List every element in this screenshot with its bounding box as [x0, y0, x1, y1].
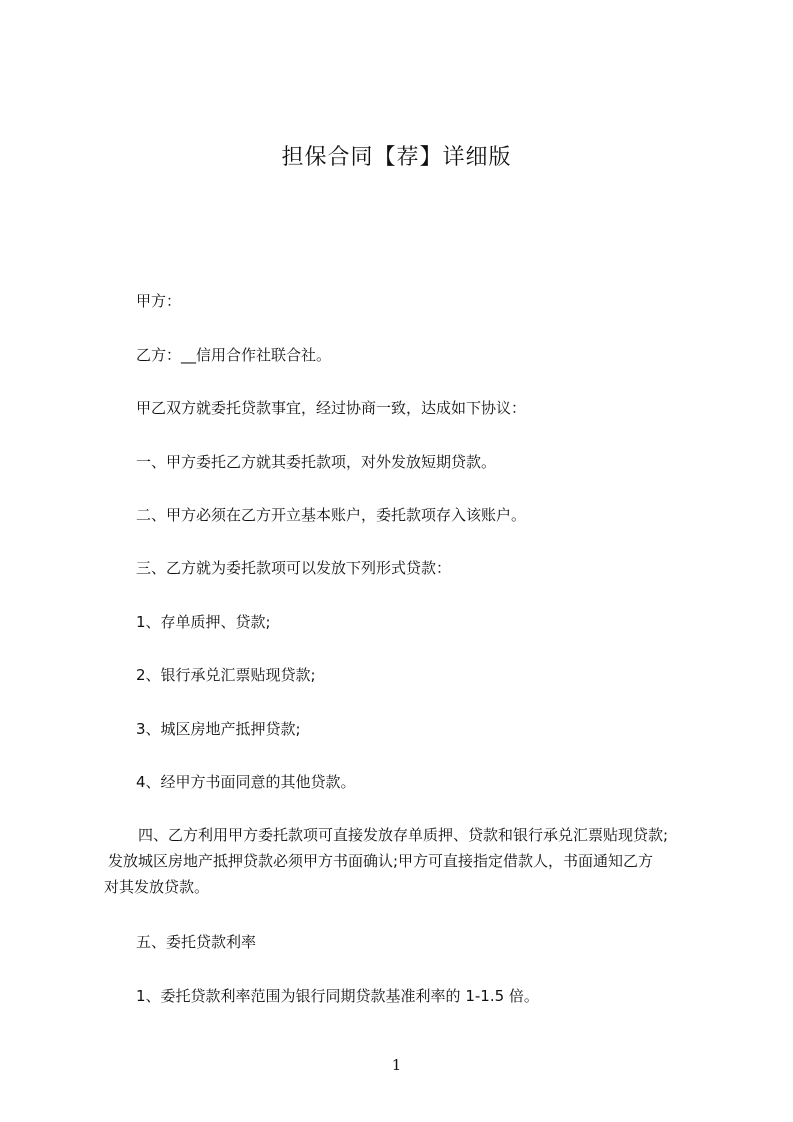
paragraph-clause-one: 一、甲方委托乙方就其委托款项，对外发放短期贷款。: [136, 453, 497, 471]
paragraph-party-a: 甲方：: [136, 292, 182, 310]
paragraph-interest-rate: 1、委托贷款利率范围为银行同期贷款基准利率的 1-1.5 倍。: [136, 987, 539, 1005]
list-item-loan-type-3: 3、城区房地产抵押贷款;: [136, 720, 301, 738]
paragraph-agreement-intro: 甲乙双方就委托贷款事宜，经过协商一致，达成如下协议：: [136, 399, 527, 417]
list-item-loan-type-2: 2、银行承兑汇票贴现贷款;: [136, 666, 316, 684]
paragraph-party-b: 乙方：__信用合作社联合社。: [136, 346, 332, 364]
paragraph-clause-four: [104, 822, 714, 900]
clause-four-line-3: 对其发放贷款。: [104, 878, 210, 896]
paragraph-clause-three: 三、乙方就为委托款项可以发放下列形式贷款：: [136, 559, 452, 577]
page-number: 1: [391, 1056, 402, 1074]
list-item-loan-type-1: 1、存单质押、贷款;: [136, 613, 271, 631]
document-title: 担保合同【荐】详细版: [281, 145, 512, 170]
paragraph-clause-five: 五、委托贷款利率: [136, 933, 257, 951]
clause-four-line-2: 发放城区房地产抵押贷款必须甲方书面确认;甲方可直接指定借款人，书面通知乙方: [108, 852, 654, 870]
clause-four-line-1: 四、乙方利用甲方委托款项可直接发放存单质押、贷款和银行承兑汇票贴现贷款;: [138, 826, 669, 844]
paragraph-clause-two: 二、甲方必须在乙方开立基本账户，委托款项存入该账户。: [136, 506, 527, 524]
list-item-loan-type-4: 4、经甲方书面同意的其他贷款。: [136, 773, 356, 791]
